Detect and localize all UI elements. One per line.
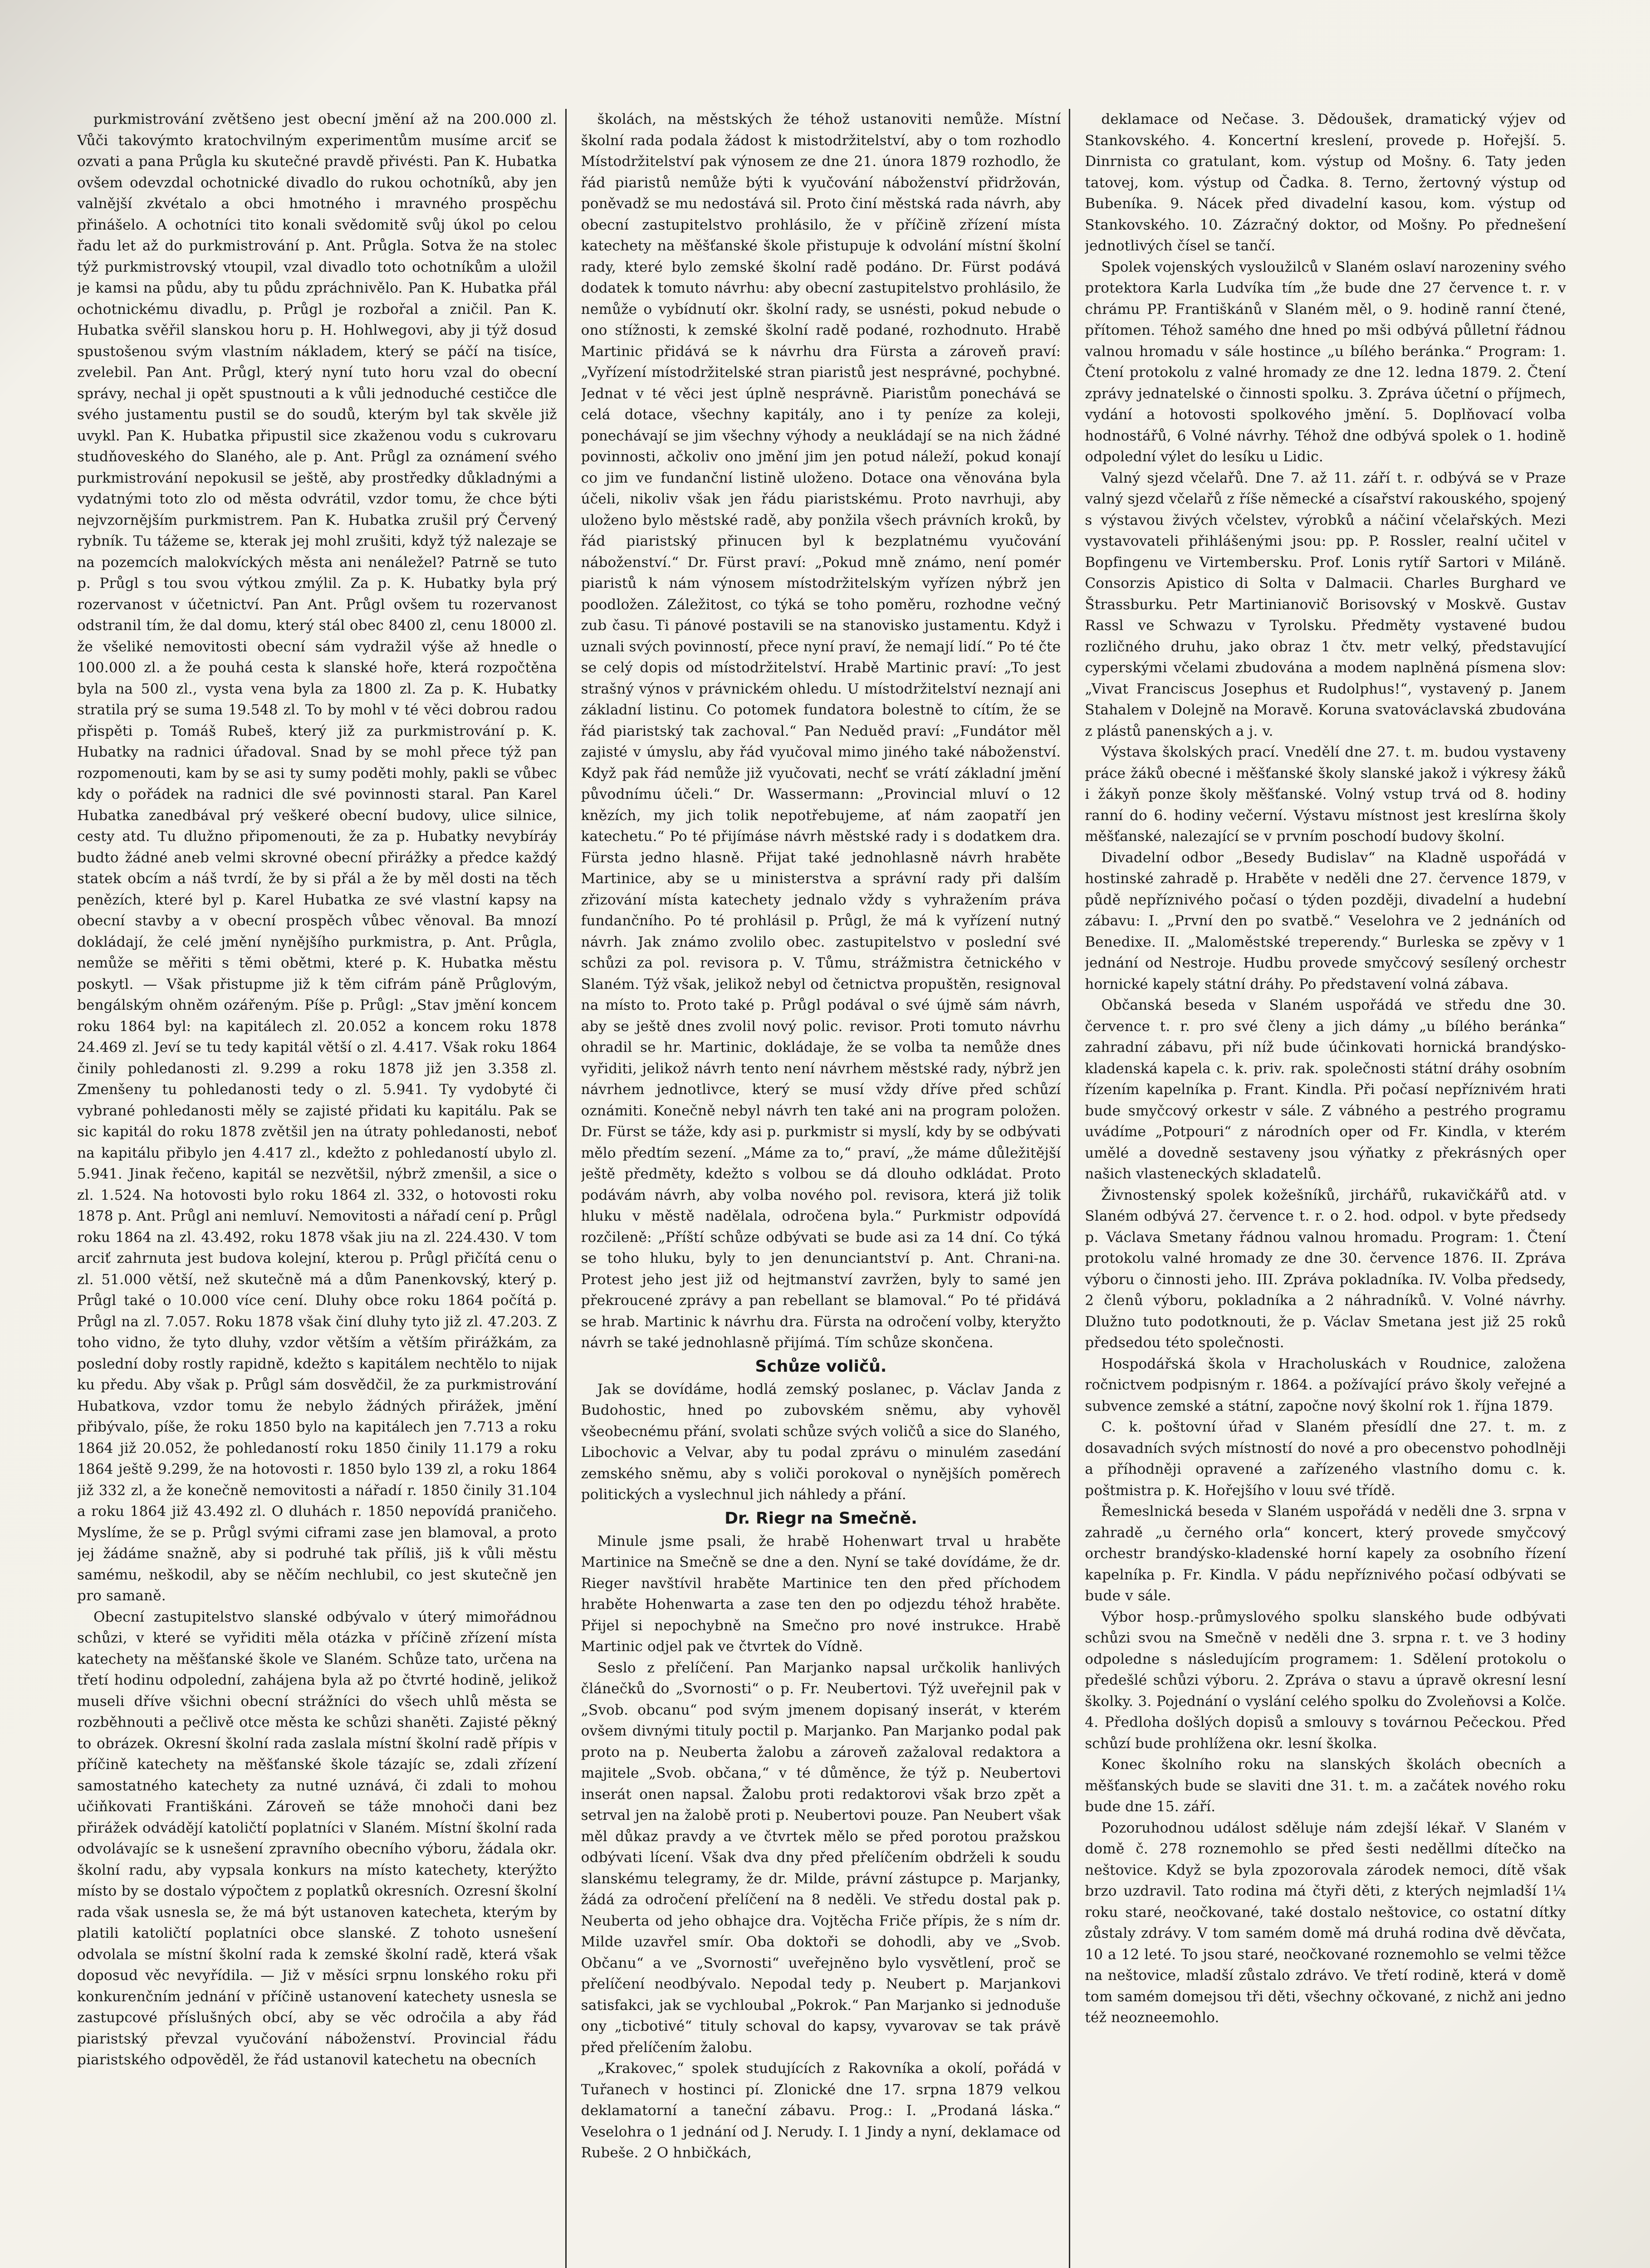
- section-heading: Schůze voličů.: [755, 1357, 887, 1376]
- column-3: [1085, 109, 1574, 2268]
- paragraph: Spolek vojenských vysloužilců v Slaném oslaví narozeniny svého protektora Karla Ludvíka tím „že bude dne 27 července t. r. v chrámu PP. Františkánů v Slaném měl, o 9. hodině ranní čtené, přítomen. Téhož samého dne hned po mši odbývá půlletní řádnou valnou hromadu v sále hostince „u bílého beránka.“ Program: 1. Čtení protokolu z valné hromady ze dne 12. ledna 1879. 2. Čtení zprávy jednatelské o činnosti spolku. 3. Zpráva účetní o příjmech, vydání a hotovosti spolkového jmění. 5. Doplňovací volba hodnostářů, 6 Volné návrhy. Téhož dne odbývá spolek o 1. hodině odpolední výlet do lesíku u Lidic.: [1085, 259, 1566, 465]
- paragraph: C. k. poštovní úřad v Slaném přesídlí dne 27. t. m. z dosavadních svých místností do nové a pro obecenstvo pohodlněji a příhodněji opravené a zařízeného vlastního domu c. k. poštmistra p. K. Hořejšího v louu své třídě.: [1085, 1419, 1566, 1499]
- column-2: [581, 109, 1071, 2268]
- paragraph: Občanská beseda v Slaném uspořádá ve středu dne 30. července t. r. pro své členy a jich dámy „u bílého beránka“ zahradní zábavu, při níž bude účinkovati hornická brandýsko-kladenská kapela c. k. priv. rak. společnosti státní dráhy osobním řízením kapelníka p. Frant. Kindla. Při počasí nepříznivém hrati bude smyčcový orkestr v sále. Z vábného a pestrého programu uvádíme „Potpouri“ z národních oper od Fr. Kindla, v kterém umělé a dovedně sestaveny jsou výňatky z překrásných oper našich vlasteneckých skladatelů.: [1085, 997, 1566, 1182]
- paragraph: Minule jsme psali, že hrabě Hohenwart trval u hraběte Martinice na Smečně se dne a den. Nyní se také dovídáme, že dr. Rieger navštívil hraběte Martinice ten den před příchodem hraběte Hohenwarta a zase ten den po odjezdu téhož hraběte. Přijel si nepochybně na Smečno pro nové instrukce. Hrabě Martinic odjel pak ve čtvrtek do Vídně.: [581, 1533, 1061, 1655]
- paragraph: Živnostenský spolek kožešníků, jirchářů, rukavičkářů atd. v Slaném odbývá 27. července t. r. o 2. hod. odpol. v byte předsedy p. Václava Smetany řádnou valnou hromadu. Program: 1. Čtení protokolu valné hromady ze dne 30. července 1876. II. Zpráva výboru o činnosti jeho. III. Zpráva pokladníka. IV. Volba předsedy, 2 členů výboru, pokladníka a 2 náhradníků. V. Volné návrhy. Dlužno tuto podotknouti, že p. Václav Smetana jest již 25 roků předsedou této společnosti.: [1085, 1187, 1566, 1351]
- paragraph: „Krakovec,“ spolek studujících z Rakovníka a okolí, pořádá v Tuřanech v hostinci pí. Zlonické dne 17. srpna 1879 velkou deklamatorní a taneční zábavu. Prog.: I. „Prodaná láska.“ Veselohra o 1 jednání od J. Nerudy. I. 1 Jindy a nyní, deklamace od Rubeše. 2 O hnbičkách,: [581, 2060, 1061, 2161]
- paragraph: Konec školního roku na slanských školách obecních a měšťanských bude se slaviti dne 31. t. m. a začátek nového roku bude dne 15. září.: [1085, 1756, 1566, 1815]
- paragraph: Hospodářská škola v Hracholuskách v Roudnice, založena ročnictvem podpisným r. 1864. a požívající právo školy veřejné a subvence zemské a státní, započne nový školní rok 1. října 1879.: [1085, 1355, 1566, 1414]
- column-1: [77, 109, 567, 2268]
- paragraph: školách, na městských že téhož ustanoviti nemůže. Místní školní rada podala žádost k mistodržitelství, aby o tom rozhodlo Místodržitelství pak výnosem ze dne 21. února 1879 rozhodlo, že řád piaristů nemůže býti k vyučování náboženství přidržován, poněvadž se mu nedostává sil. Proto činí městská rada návrh, aby obecní zastupitelstvo prohlásilo, že v příčině zřízení místa katechety na měšťanské škole přistupuje k odvolání místní školní rady, které bylo zemské školní radě podáno. Dr. Fürst podává dodatek k tomuto návrhu: aby obecní zastupitelstvo prohlásilo, že nemůže o vybídnutí okr. školní rady, se usnésti, pokud nebude o ono stížnosti, k zemské školní radě podané, rozhodnuto. Hrabě Martinic přidává se k návrhu dra Fürsta a zároveň praví: „Vyřízení místodržitelské stran piaristů jest nesprávné, pochybné. Jednat v té věci jest úplně nesprávně. Piaristům ponechává se celá dotace, všechny kapitály, ano i ty peníze za koleji, ponechávají se jim všechny výhody a neukládají se na nich žádné povinnosti, ačkoliv ono jmění jim jen potud náleží, pokud konají co jim ve fundanční listině uloženo. Dotace ona věnována byla účeli, nikoliv však jen řádu piaristskému. Proto navrhuji, aby uloženo bylo městské radě, aby ponžila všech právních kroků, by řád piaristský přinucen byl k bezplatnému vyučování náboženství.“ Dr. Fürst praví: „Pokud mně známo, není pomér piaristů k nám výnosem místodržitelským vyřízen nýbrž jen poodložen. Záležitost, co týká se toho poměru, rozhodne večný zub času. Ti pánové postavili se na stanovisko justamentu. Když i uznali svých povinností, přece nyní praví, že nemají lidí.“ Po té čte se celý dopis od místodržitelství. Hrabě Martinic praví: „To jest strašný výnos v právnickém ohledu. U místodržitelství neznají ani základní listinu. Co potomek fundatora bolestně to cítím, že se řád piaristský tak zachoval.“ Pan Neduěd praví: „Fundátor měl zajisté v úmyslu, aby řád vyučoval mimo jiného také náboženství. Když pak řád nemůže již vyučovati, nechť se vrátí základní jmění původnímu účeli.“ Dr. Wassermann: „Provincial mluví o 12 knězích, my jich tolik nepotřebujeme, ať nám zaopatří jen katechetu.“ Po té přijímáse návrh městské rady i s dodatkem dra. Fürsta jedno hlasně. Přijat také jednohlasně návrh hraběte Martinice, aby se u ministerstva a správní rady při dalším zřizování místa katechety jednalo vždy s vyhražením práva fundančního. Po té prohlásil p. Průgl, že má k vyřízení nutný návrh. Jak známo zvolilo obec. zastupitelstvo v poslední své schůzi za pol. revisora p. V. Tůmu, strážmistra četnického v Slaném. Týž však, jelikož nebyl od četnictva propuštěn, resignoval na místo to. Proto také p. Průgl podával o své újmě sám návrh, aby se ještě dnes zvolil nový polic. revisor. Proti tomuto návrhu ohradil se hr. Martinic, dokládaje, že se volba ta nemůže dnes vyřiditi, jelikož návrh tento není návrhem městské rady, nýbrž jen návrhem jednotlivce, který se musí vždy dříve před schůzí oznámiti. Konečně nebyl návrh ten také ani na program položen. Dr. Fürst se táže, kdy asi p. purkmistr si myslí, kdy by se odbývati mělo předtím sezení. „Máme za to,“ praví, „že máme důležitější ještě předměty, kdežto s volbou se dá dlouho odkládat. Proto podávám návrh, aby volba nového pol. revisora, která již tolik hluku v městě nadělala, odročena byla.“ Purkmistr odpovídá rozčileně: „Příští schůze odbývati se bude asi za 14 dní. Co týká se toho hluku, byly to jen denunciantství p. Ant. Chrani-na. Protest jeho jest již od hejtmanství zavržen, byly to samé jen překroucené zprávy a pan rebellant se blamoval.“ Po té přidává se hrab. Martinic k návrhu dra. Fürsta na odročení volby, kteryžto návrh se také jednohlasně přijímá. Tím schůze skončena.: [581, 111, 1061, 1351]
- paragraph: Divadelní odbor „Besedy Budislav“ na Kladně uspořádá v hostinské zahradě p. Hraběte v neděli dne 27. července 1879, v půdě nepříznivého počasí o týden později, divadelní a hudební zábavu: I. „První den po svatbě.“ Veselohra ve 2 jednáních od Benedixe. II. „Maloměstské treperendy.“ Burleska se zpěvy v 1 jednání od Nestroje. Hudbu provede smyčcový sesílený orchestr hornické kapely státní dráhy. Po představení volná zábava.: [1085, 849, 1566, 992]
- paragraph: Výstava školských prací. Vnedělí dne 27. t. m. budou vystaveny práce žáků obecné i měšťanské školy slanské jakož i výkresy žáků i žákyň ponze školy měšťanské. Volný vstup trvá od 8. hodiny ranní do 6. hodiny večerní. Výstavu místnost jest kreslírna školy měšťanské, nalezající se v prvním poschodí budovy školní.: [1085, 744, 1566, 845]
- paragraph: purkmistrování zvětšeno jest obecní jmění až na 200.000 zl. Vůči takovýmto kratochvilným experimentům musíme arciť se ozvati a pana Průgla ku skutečné pravdě přivésti. Pan K. Hubatka ovšem odevzdal ochotnické divadlo do rukou ochotníků, aby jen valnější zkvétalo a obci hmotného i mravného prospěchu přinášelo. A ochotníci tito konali svědomitě svůj úkol po celou řadu let až do purkmistrování p. Ant. Průgla. Sotva že na stolec týž purkmistrovský vtoupil, vzal divadlo toto ochotníkům a uložil je kamsi na půdu, aby tu půdu zpráchnivělo. Pan K. Hubatka přál ochotnickému divadlu, p. Průgl je rozbořal a zničil. Pan K. Hubatka svěřil slanskou horu p. H. Hohlwegovi, aby ji týž dosud spustošenou svým vlastním nákladem, který se páčí na tisíce, zvelebil. Pan Ant. Průgl, který nyní tuto horu vzal do obecní správy, nechal ji opět spustnouti a k vůli jednoduché cestičce dle svého justamentu pustil se do soudů, kterým byl tak skvěle již uvykl. Pan K. Hubatka připustil sice zkaženou vodu s cukrovaru studňoveského do Slaného, ale p. Ant. Průgl za oznámení svého purkmistrování nepokusil se ještě, aby prostředky důkladnými a vydatnými toto zlo od města odvrátil, vzdor tomu, že chce býti nejvzornějším purkmistrem. Pan K. Hubatka zrušil prý Červený rybník. Tu tážeme se, kterak jej mohl zrušiti, když týž nalezaje se na pozemcích malokvíckých města ani nenáležel? Patrně se tuto p. Průgl s tou svou výtkou zmýlil. Za p. K. Hubatky byla prý rozervanost v účetnictví. Pan Ant. Průgl ovšem tu rozervanost odstranil tím, že dal domu, který stál obec 8400 zl, cenu 18000 zl. že všeliké nemovitosti obecní sám vydražil výše až hnedle o 100.000 zl. a že pouhá cesta k slanské hoře, která rozpočtěna byla na 500 zl., vysta vena byla za 1800 zl. Za p. K. Hubatky stratila prý se suma 19.548 zl. To by mohl v té věci dobrou radou přispěti p. Tomáš Rubeš, který již za purkmistrování p. K. Hubatky na radnici úřadoval. Snad by se mohl přece týž pan rozpomenouti, kam by se asi ty sumy poděti mohly, pakli se vůbec kdy o pořádek na radnici dle své povinnosti staral. Pan Karel Hubatka zanedbával prý veškeré obecní budovy, ulice silnice, cesty atd. Tu dlužno připomenouti, že za p. Hubatky nevybíráy budto žádné aneb velmi skrovné obecní přirážky a předce každý statek obcím a náš tvrdí, že by si přál a že by měl dosti na těch penězích, které byl p. Karel Hubatka ze své vlastní kapsy na obecní stavby a v obecní prospěch vůbec věnoval. Ba mnozí dokládají, že celé jmění nynějšího purkmistra, p. Ant. Průgla, nemůže se měřiti s těmi obětmi, které p. K. Hubatka městu poskytl. — Však přistupme již k těm cifrám páně Průglovým, bengálským ohněm ozářeným. Píše p. Průgl: „Stav jmění koncem roku 1864 byl: na kapitálech zl. 20.052 a koncem roku 1878 24.469 zl. Jeví se tu tedy kapitál větší o zl. 4.417. Však roku 1864 činily pohledanosti zl. 9.299 a roku 1878 již jen 3.358 zl. Zmenšeny tu pohledanosti tedy o zl. 5.941. Ty vydobyté či vybrané pohledanosti měly se zajisté přidati ku kapitálu. Pak se sic kapitál do roku 1878 zvětšil jen na útraty pohledanosti, neboť na kapitálu přibylo jen 4.417 zl., kdežto z pohledaností ubylo zl. 5.941. Jinak řečeno, kapitál se nezvětšil, nýbrž zmenšil, a sice o zl. 1.524. Na hotovosti bylo roku 1864 zl. 332, o hotovosti roku 1878 p. Ant. Průgl ani nemluví. Nemovitosti a nářadí cení p. Průgl roku 1864 na zl. 43.492, roku 1878 však jiu na zl. 224.430. V tom arciť zahrnuta jest budova kolejní, kterou p. Průgl přičítá cenu o zl. 51.000 větší, než skutečně má a dům Panenkovský, který p. Průgl také o 10.000 více cení. Dluhy obce roku 1864 počítá p. Průgl na zl. 7.057. Roku 1878 však činí dluhy tyto již zl. 47.203. Z toho vidno, že tyto dluhy, vzdor větším a větším přirážkám, za poslední doby rostly rapidně, kdežto s kapitálem nechtělo to nijak ku předu. Aby však p. Průgl sám dosvědčil, že za purkmistrování Hubatkova, vzdor tomu že nebylo žádných přirážek, jmění přibývalo, píše, že roku 1850 bylo na kapitálech jen 7.713 a roku 1864 již 20.052, že pohledaností roku 1850 činily 11.179 a roku 1864 ještě 9.299, že na hotovosti r. 1850 bylo 139 zl, a roku 1864 již 332 zl, a že konečně nemovitosti a nářadí r. 1850 činily 31.104 a roku 1864 již 43.492 zl. O dluhách r. 1850 nepovídá praničeho. Myslíme, že se p. Průgl svými ciframi zase jen blamoval, a proto jej žádáme snažně, aby si podruhé tak příliš, jiš k vůli městu samému, neškodil, aby se něčím nechlubil, co jest skutečně jen pro samaně.: [77, 111, 557, 1604]
- paragraph: Řemeslnická beseda v Slaném uspořádá v neděli dne 3. srpna v zahradě „u černého orla“ koncert, který provede smyčcový orchestr brandýsko-kladenské horní kapely za osobního řízení kapelníka p. Fr. Kindla. V pádu nepříznivého počasí odbývati se bude v sále.: [1085, 1503, 1566, 1604]
- paragraph: Seslo z přelíčení. Pan Marjanko napsal určkolik hanlivých článečků do „Svornosti“ o p. Fr. Neubertovi. Týž uveřejnil pak v „Svob. obcanu“ pod svým jmenem dopisaný inserát, v kterém ovšem divnými tituly poctil p. Marjanko. Pan Marjanko podal pak proto na p. Neuberta žalobu a zároveň zažaloval redaktora a majitele „Svob. občana,“ v té důměnce, že týž p. Neubertovi inserát onen napsal. Žalobu proti redaktorovi však brzo zpět a setrval jen na žalobě proti p. Neubertovi pouze. Pan Neubert však měl důkaz pravdy a ve čtvrtek mělo se před porotou pražskou odbývati lícení. Však dva dny před přelíčením obdrželi k soudu slanskému telegramy, že dr. Milde, právní zástupce p. Marjanky, žádá za odročení přelíčení na 8 neděli. Ve středu dostal pak p. Neuberta od jeho obhajce dra. Vojtěcha Friče přípis, že s ním dr. Milde uzavřel smír. Oba doktoři se dohodli, aby ve „Svob. Občanu“ a ve „Svornosti“ uveřejněno bylo vysvětlení, proč se přelíčení neodbývalo. Nepodal tedy p. Neubert p. Marjankovi satisfakci, jak se vychloubal „Pokrok.“ Pan Marjanko si jednoduše ony „ticbotivé“ tituly schoval do kapsy, vyvarovav se tak právě před přelíčením žalobu.: [581, 1659, 1061, 2056]
- paragraph: deklamace od Nečase. 3. Dědoušek, dramatický výjev od Stankovského. 4. Koncertní kreslení, provede p. Hořejší. 5. Dinrnista co gratulant, kom. výstup od Mošny. 6. Taty jeden tatovej, kom. výstup od Čadka. 8. Terno, žertovný výstup od Bubeníka. 9. Nácek před divadelní kasou, kom. výstup od Stankovského. 10. Zázračný doktor, od Mošny. Po přednešení jednotlivých čísel se tančí.: [1085, 111, 1566, 254]
- paragraph: Obecní zastupitelstvo slanské odbývalo v úterý mimořádnou schůzi, v které se vyřiditi měla otázka v příčině zřízení místa katechety na měšťanské škole ve Slaném. Schůze tato, určena na třetí hodinu odpolední, zahájena byla až po čtvrté hodině, jelikož museli dříve všichni obecní strážníci do všech uhlů města se rozběhnouti a pečlivě otce města ke schůzi shaněti. Zajisté pěkný to obrázek. Okresní školní rada zaslala místní školní radě přípis v příčině katechety na měšťanské škole tázajíc se, zdali zřízení samostatného katechety za nutné uznává, či zdali to mohou učiňkovati Františkáni. Zároveň se táže mnohoči dani bez přirážek odvádějí katoličtí poplatníci v Slaném. Místní školní rada odvolávajíc se k usnešení zpravního obecního výboru, žádala okr. školní radu, aby vypsala konkurs na místo katechety, kterýžto místo by se dostalo výpočtem z poplatků okresních. Ozresní školní rada však usnesla se, že má být ustanoven katecheta, kterým by platili katoličtí poplatníci obce slanské. Z tohoto usnešení odvolala se místní školní rada k zemské školní radě, která však doposud věc nevyřídila. — Již v měsíci srpnu lonského roku při konkurenčním jednání v příčině ustanovení katechety usnesla se zastupcové příslušných obcí, aby se věc odročila a aby řád piaristský převzal vyučování náboženství. Provincial řádu piaristského odpověděl, že řád ustanovil katechetu na obecních: [77, 1608, 557, 2068]
- paragraph: Pozoruhodnou událost sděluje nám zdejší lékař. V Slaném v domě č. 278 roznemohlo se před šesti neděllmi dítečko na neštovice. Když se byla zpozorovala zárodek nemoci, dítě však brzo uzdravil. Tato rodina má čtyři děti, z kterých nejmladší 1¼ roku staré, neočkované, také dostalo neštovice, co ostatní dítky zůstaly zdrávy. V tom samém domě má druhá rodina dvě děvčata, 10 a 12 leté. To jsou staré, neočkované roznemohlo se velmi těžce na neštovice, mladší zůstalo zdrávo. Ve třetí rodině, která v domě tom samém domejsou tři děti, všechny očkované, z nichž ani jedno též neozneemohlo.: [1085, 1819, 1566, 2026]
- paragraph: Výbor hosp.-průmyslového spolku slanského bude odbývati schůzi svou na Smečně v neděli dne 3. srpna r. t. ve 3 hodiny odpoledne s následujícím programem: 1. Sdělení protokolu o předešlé schůzi výboru. 2. Zpráva o stavu a úpravě okresní lesní školky. 3. Pojednání o vyslání celého spolku do Zvoleňovsi a Kolče. 4. Předloha došlých dopisů a smlouvy s továrnou Pečeckou. Před schůzí bude prohlížena okr. lesní školka.: [1085, 1608, 1566, 1752]
- article-columns: [77, 109, 1574, 2268]
- paragraph: Jak se dovídáme, hodlá zemský poslanec, p. Václav Janda z Budohostic, hned po zubovském sněmu, aby vyhověl všeobecnému přání, svolati schůze svých voličů a sice do Slaného, Libochovic a Velvar, aby tu podal zprávu o minulém zasedání zemského sněmu, aby s voliči porokoval o nynějších poměrech politických a vyslechnul jich náhledy a přání.: [581, 1381, 1061, 1503]
- paragraph: Valný sjezd včelařů. Dne 7. až 11. září t. r. odbývá se v Praze valný sjezd včelařů z říše německé a císařství rakouského, spojený s výstavou živých včelstev, výrobků a náčiní včelařských. Mezi vystavovateli přihlášenými jsou: pp. P. Rossler, realní učitel v Bopfingenu ve Virtembersku. Prof. Lonis rytíř Sartori v Miláně. Consorzis Apistico di Solta v Dalmacii. Charles Burghard ve Štrassburku. Petr Martinianovič Borisovský v Moskvě. Gustav Rassl ve Schwazu v Tyrolsku. Předměty vystavené budou rozličného druhu, jako obraz 1 čtv. metr velký, představující cyperskými včelami zbudována a modem naplněná písmena slov: „Vivat Franciscus Josephus et Rudolphus!“, vystavený p. Janem Stahalem v Dolejně na Moravě. Koruna svatováclavská zbudována z plástů panenských a j. v.: [1085, 469, 1566, 739]
- section-heading: Dr. Riegr na Smečně.: [725, 1509, 917, 1528]
